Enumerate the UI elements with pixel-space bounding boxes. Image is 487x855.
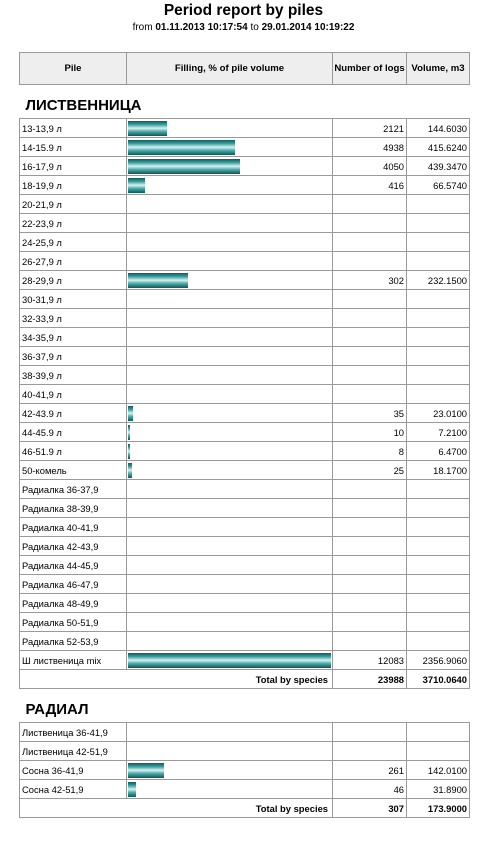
filling-bar (128, 444, 130, 459)
filling-cell (127, 252, 333, 271)
number-of-logs (333, 480, 407, 499)
table-row (20, 518, 470, 537)
pile-name: Радиалка 50-51,9 (20, 613, 127, 632)
number-of-logs (333, 518, 407, 537)
pile-name: Сосна 36-41,9 (20, 761, 127, 780)
volume (407, 385, 470, 404)
filling-cell (127, 537, 333, 556)
total-label: Total by species (20, 799, 333, 818)
species-total-row (20, 799, 470, 818)
pile-name: Радиалка 44-45,9 (20, 556, 127, 575)
table-row (20, 594, 470, 613)
number-of-logs (333, 290, 407, 309)
filling-cell (127, 575, 333, 594)
number-of-logs (333, 632, 407, 651)
pile-name: 50-комель (20, 461, 127, 480)
table-row (20, 761, 470, 780)
filling-cell (127, 366, 333, 385)
species-header-row (20, 689, 470, 723)
volume: 439.3470 (407, 157, 470, 176)
pile-name: 38-39,9 л (20, 366, 127, 385)
total-volume: 3710.0640 (407, 670, 470, 689)
total-logs: 23988 (333, 670, 407, 689)
number-of-logs: 4938 (333, 138, 407, 157)
table-row (20, 537, 470, 556)
volume (407, 499, 470, 518)
volume: 232.1500 (407, 271, 470, 290)
filling-bar (128, 653, 331, 668)
filling-bar (128, 463, 132, 478)
table-row (20, 442, 470, 461)
number-of-logs: 416 (333, 176, 407, 195)
table-row (20, 723, 470, 742)
volume (407, 309, 470, 328)
species-header-row (20, 85, 470, 119)
number-of-logs: 4050 (333, 157, 407, 176)
filling-cell (127, 233, 333, 252)
pile-name: 44-45.9 л (20, 423, 127, 442)
volume (407, 556, 470, 575)
table-header-row (20, 53, 470, 85)
filling-cell (127, 176, 333, 195)
table-row (20, 423, 470, 442)
table-row (20, 461, 470, 480)
table-row (20, 742, 470, 761)
number-of-logs: 46 (333, 780, 407, 799)
volume: 415.6240 (407, 138, 470, 157)
species-total-row (20, 670, 470, 689)
number-of-logs: 261 (333, 761, 407, 780)
number-of-logs (333, 499, 407, 518)
pile-name: 18-19,9 л (20, 176, 127, 195)
volume (407, 233, 470, 252)
total-volume: 173.9000 (407, 799, 470, 818)
volume: 23.0100 (407, 404, 470, 423)
number-of-logs (333, 613, 407, 632)
total-label: Total by species (20, 670, 333, 689)
period-to: 29.01.2014 10:19:22 (261, 22, 355, 33)
filling-cell (127, 385, 333, 404)
volume: 31.8900 (407, 780, 470, 799)
filling-bar (128, 782, 136, 797)
volume: 6.4700 (407, 442, 470, 461)
number-of-logs: 8 (333, 442, 407, 461)
filling-bar (128, 140, 235, 155)
volume (407, 195, 470, 214)
filling-cell (127, 309, 333, 328)
pile-name: 16-17,9 л (20, 157, 127, 176)
filling-cell (127, 271, 333, 290)
table-row (20, 385, 470, 404)
filling-cell (127, 119, 333, 138)
filling-bar (128, 159, 240, 174)
filling-bar (128, 121, 167, 136)
pile-name: Сосна 42-51,9 (20, 780, 127, 799)
volume: 18.1700 (407, 461, 470, 480)
table-row (20, 632, 470, 651)
table-row (20, 176, 470, 195)
filling-cell (127, 499, 333, 518)
table-row (20, 271, 470, 290)
number-of-logs (333, 328, 407, 347)
table-row (20, 309, 470, 328)
number-of-logs: 35 (333, 404, 407, 423)
pile-name: 30-31,9 л (20, 290, 127, 309)
table-row (20, 575, 470, 594)
table-row (20, 195, 470, 214)
filling-cell (127, 157, 333, 176)
number-of-logs (333, 366, 407, 385)
filling-cell (127, 461, 333, 480)
pile-name: 36-37,9 л (20, 347, 127, 366)
filling-cell (127, 518, 333, 537)
pile-name: 14-15.9 л (20, 138, 127, 157)
pile-name: Радиалка 48-49,9 (20, 594, 127, 613)
pile-name: 34-35,9 л (20, 328, 127, 347)
filling-cell (127, 723, 333, 742)
pile-name: Радиалка 52-53,9 (20, 632, 127, 651)
number-of-logs (333, 195, 407, 214)
number-of-logs (333, 594, 407, 613)
filling-bar (128, 273, 188, 288)
table-row (20, 138, 470, 157)
volume (407, 723, 470, 742)
number-of-logs: 10 (333, 423, 407, 442)
number-of-logs (333, 723, 407, 742)
table-row (20, 404, 470, 423)
pile-name: Радиалка 36-37,9 (20, 480, 127, 499)
total-logs: 307 (333, 799, 407, 818)
volume (407, 632, 470, 651)
volume (407, 290, 470, 309)
pile-name: 20-21,9 л (20, 195, 127, 214)
pile-name: Ш лиственица mix (20, 651, 127, 670)
filling-cell (127, 613, 333, 632)
table-row (20, 290, 470, 309)
volume (407, 742, 470, 761)
table-row (20, 214, 470, 233)
table-row (20, 366, 470, 385)
number-of-logs (333, 214, 407, 233)
report-body (20, 85, 470, 818)
filling-cell (127, 404, 333, 423)
volume: 144.6030 (407, 119, 470, 138)
number-of-logs (333, 742, 407, 761)
pile-name: 46-51.9 л (20, 442, 127, 461)
filling-cell (127, 138, 333, 157)
volume (407, 537, 470, 556)
pile-name: 13-13,9 л (20, 119, 127, 138)
column-header-pile: Pile (20, 53, 127, 85)
table-row (20, 252, 470, 271)
number-of-logs: 302 (333, 271, 407, 290)
pile-name: 26-27,9 л (20, 252, 127, 271)
filling-cell (127, 632, 333, 651)
table-row (20, 480, 470, 499)
volume (407, 518, 470, 537)
number-of-logs (333, 575, 407, 594)
report-period (0, 21, 487, 35)
volume: 142.0100 (407, 761, 470, 780)
pile-name: 22-23,9 л (20, 214, 127, 233)
pile-name: 28-29,9 л (20, 271, 127, 290)
table-row (20, 233, 470, 252)
table-row (20, 780, 470, 799)
number-of-logs (333, 347, 407, 366)
volume (407, 328, 470, 347)
filling-cell (127, 214, 333, 233)
volume (407, 347, 470, 366)
filling-cell (127, 328, 333, 347)
period-from: 01.11.2013 10:17:54 (155, 22, 248, 33)
volume: 7.2100 (407, 423, 470, 442)
pile-name: Лиственица 36-41,9 (20, 723, 127, 742)
filling-cell (127, 480, 333, 499)
period-from-label: from (132, 22, 153, 33)
volume (407, 366, 470, 385)
filling-cell (127, 556, 333, 575)
column-header-number-of-logs: Number of logs (333, 53, 407, 85)
pile-name: Радиалка 46-47,9 (20, 575, 127, 594)
table-row (20, 157, 470, 176)
number-of-logs (333, 556, 407, 575)
filling-cell (127, 290, 333, 309)
pile-name: Радиалка 40-41,9 (20, 518, 127, 537)
pile-name: 24-25,9 л (20, 233, 127, 252)
filling-bar (128, 763, 164, 778)
filling-cell (127, 780, 333, 799)
filling-bar (128, 178, 145, 193)
table-row (20, 651, 470, 670)
pile-name: Лиственица 42-51,9 (20, 742, 127, 761)
number-of-logs (333, 252, 407, 271)
period-to-label: to (250, 22, 259, 33)
species-name: ЛИСТВЕННИЦА (20, 85, 470, 119)
volume (407, 594, 470, 613)
volume (407, 613, 470, 632)
pile-name: 40-41,9 л (20, 385, 127, 404)
volume (407, 575, 470, 594)
filling-cell (127, 347, 333, 366)
table-row (20, 499, 470, 518)
number-of-logs: 2121 (333, 119, 407, 138)
filling-cell (127, 651, 333, 670)
volume: 2356.9060 (407, 651, 470, 670)
number-of-logs (333, 233, 407, 252)
table-row (20, 119, 470, 138)
filling-bar (128, 406, 133, 421)
pile-name: Радиалка 42-43,9 (20, 537, 127, 556)
filling-bar (128, 425, 130, 440)
filling-cell (127, 742, 333, 761)
report-title: Period report by piles (163, 2, 324, 19)
table-row (20, 556, 470, 575)
volume (407, 214, 470, 233)
number-of-logs (333, 537, 407, 556)
pile-report-table (19, 52, 470, 818)
table-row (20, 613, 470, 632)
table-row (20, 347, 470, 366)
column-header-volume: Volume, m3 (407, 53, 470, 85)
filling-cell (127, 195, 333, 214)
volume: 66.5740 (407, 176, 470, 195)
pile-name: 42-43.9 л (20, 404, 127, 423)
number-of-logs (333, 309, 407, 328)
number-of-logs: 12083 (333, 651, 407, 670)
pile-name: Радиалка 38-39,9 (20, 499, 127, 518)
species-name: РАДИАЛ (20, 689, 470, 723)
pile-name: 32-33,9 л (20, 309, 127, 328)
filling-cell (127, 594, 333, 613)
volume (407, 480, 470, 499)
filling-cell (127, 423, 333, 442)
column-header-filling: Filling, % of pile volume (127, 53, 333, 85)
table-row (20, 328, 470, 347)
filling-cell (127, 761, 333, 780)
filling-cell (127, 442, 333, 461)
number-of-logs (333, 385, 407, 404)
number-of-logs: 25 (333, 461, 407, 480)
volume (407, 252, 470, 271)
